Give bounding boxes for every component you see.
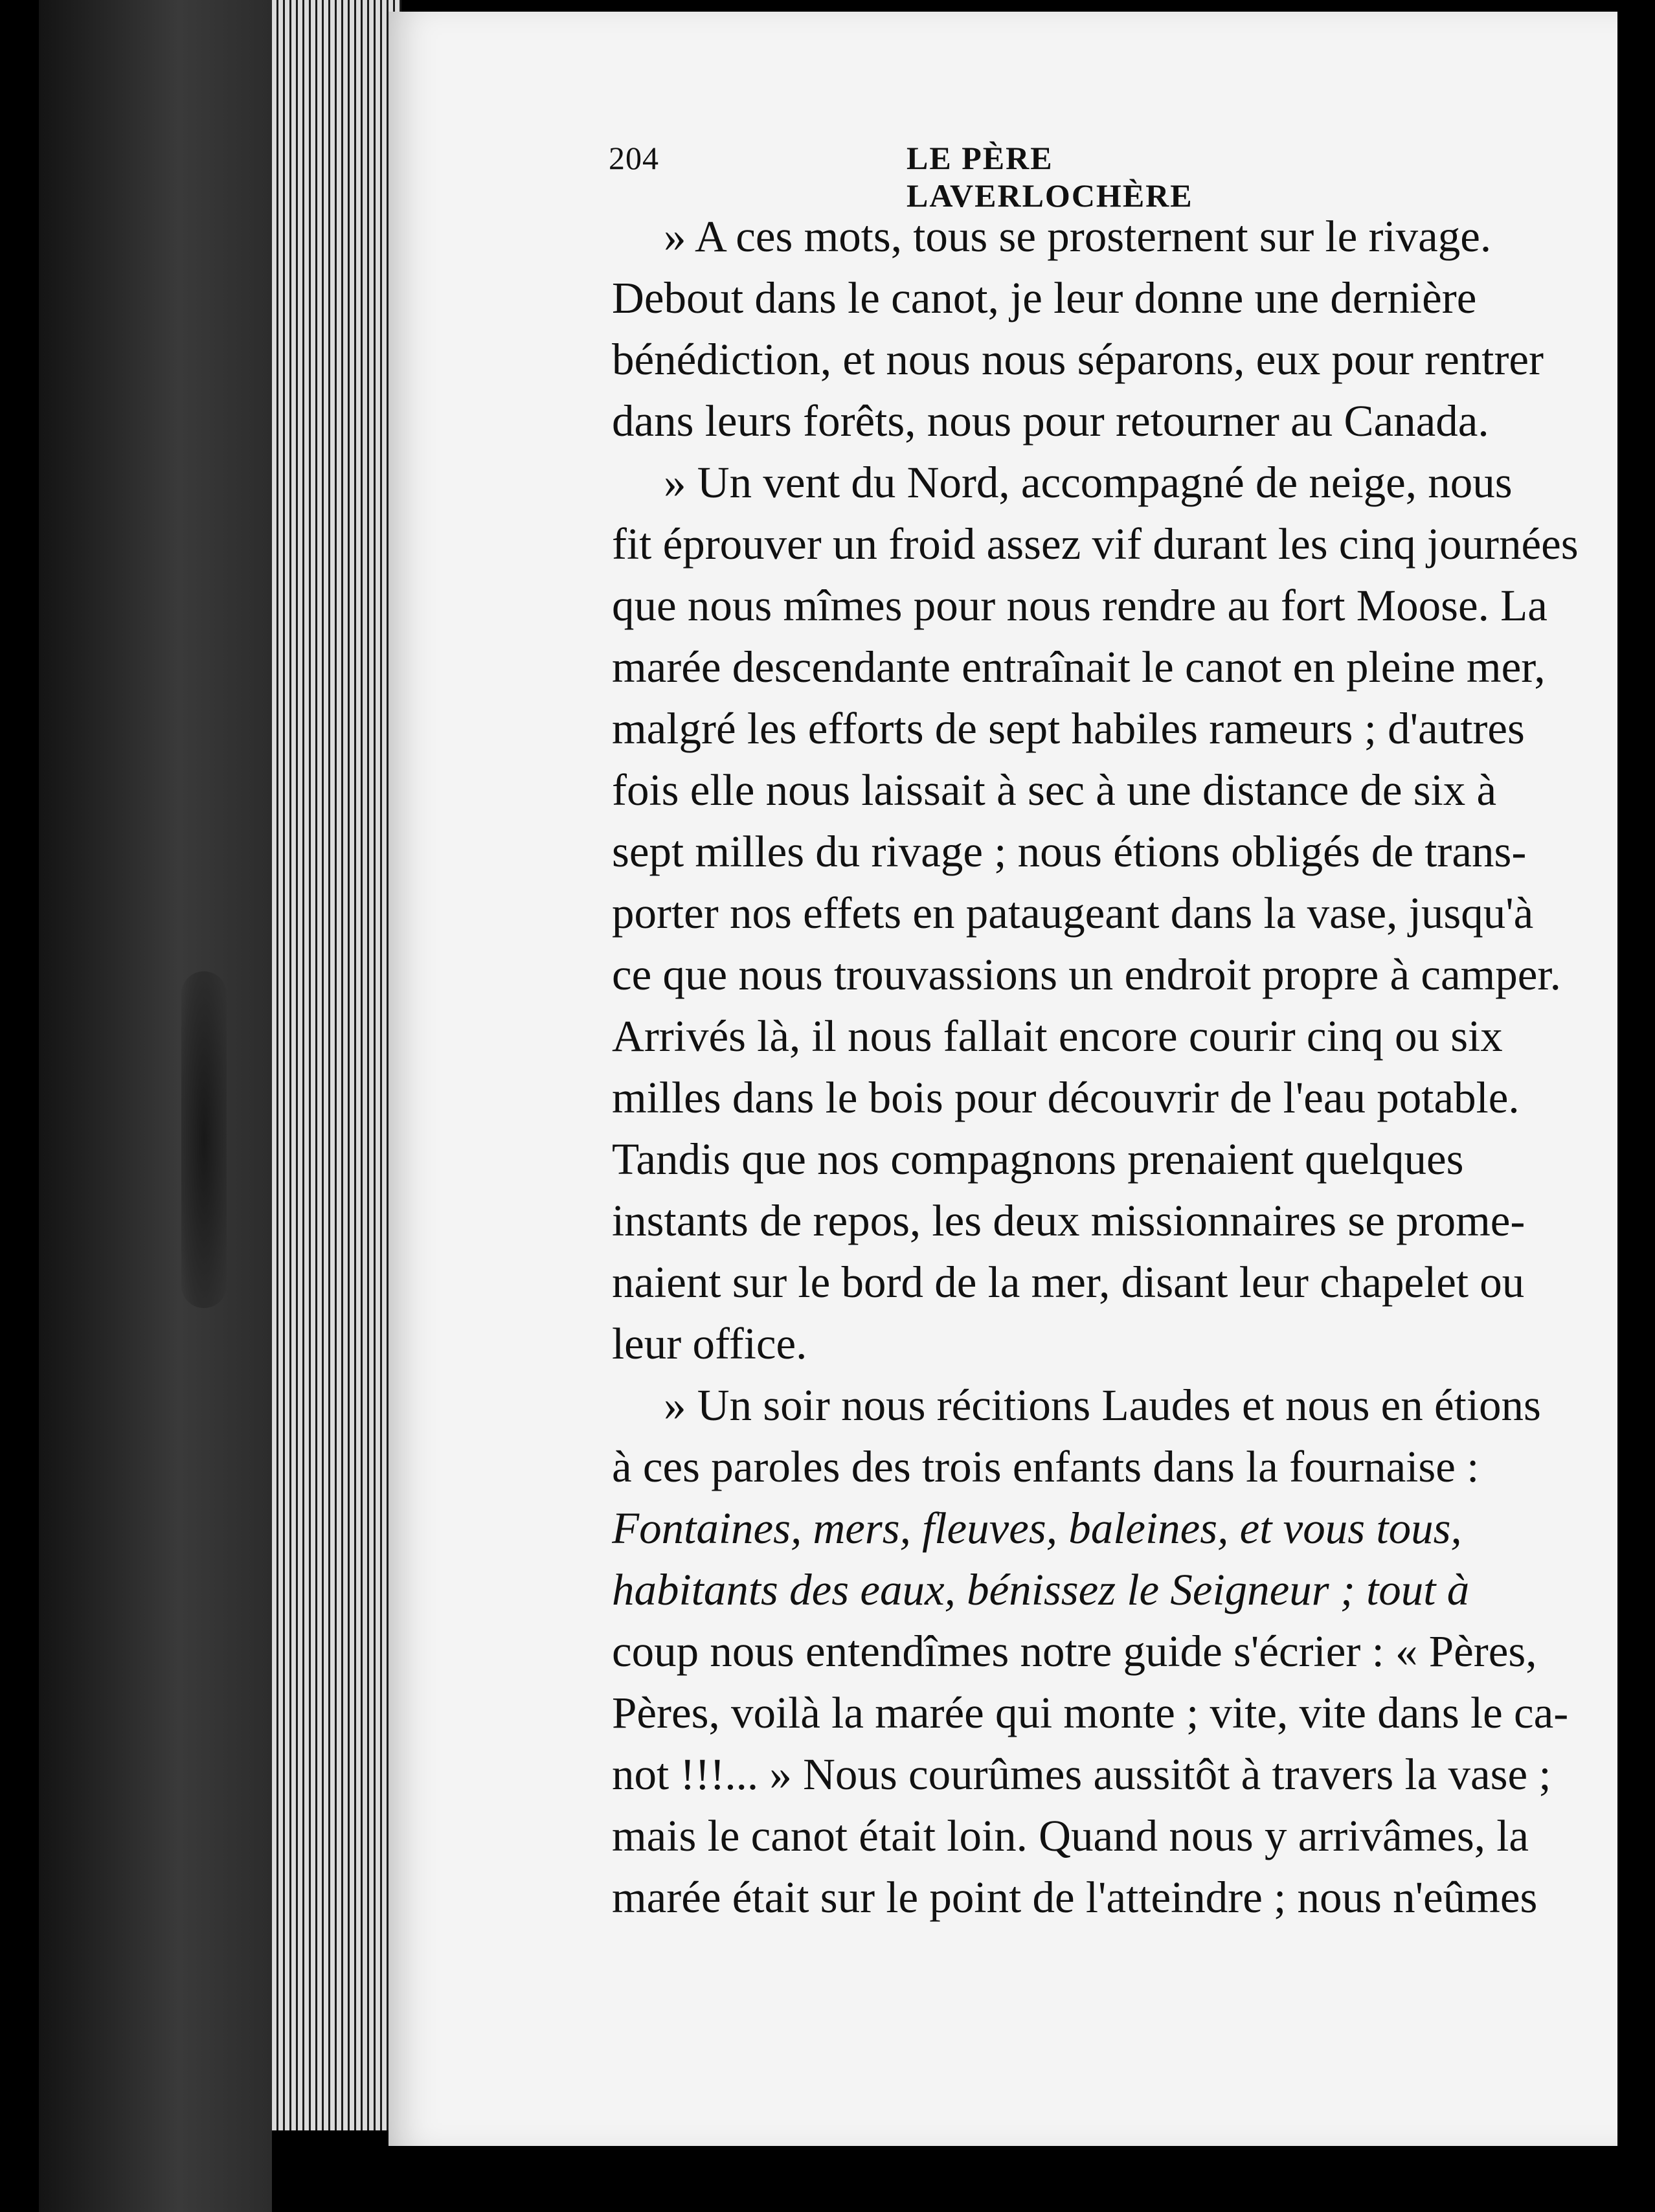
- text-line: » Un soir nous récitions Laudes et nous en étions: [664, 1381, 1541, 1430]
- text-line: fois elle nous laissait à sec à une distance de six à: [612, 765, 1497, 815]
- paragraph: [612, 1375, 1619, 1928]
- text-line: Debout dans le canot, je leur donne une dernière: [612, 273, 1477, 322]
- book-spine: [39, 0, 272, 2212]
- text-line: ce que nous trouvassions un endroit propre à camper.: [612, 950, 1561, 999]
- text-line: leur office.: [612, 1319, 807, 1368]
- text-line: naient sur le bord de la mer, disant leur chapelet ou: [612, 1258, 1525, 1307]
- text-line: dans leurs forêts, nous pour retourner au Canada.: [612, 396, 1489, 446]
- text-line: milles dans le bois pour découvrir de l'eau potable.: [612, 1073, 1520, 1122]
- text-line: que nous mîmes pour nous rendre au fort Moose. La: [612, 581, 1548, 630]
- text-line: » A ces mots, tous se prosternent sur le rivage.: [664, 212, 1492, 261]
- text-line: marée descendante entraînait le canot en pleine mer,: [612, 642, 1546, 692]
- paragraph: [612, 452, 1619, 1375]
- text-line: bénédiction, et nous nous séparons, eux pour rentrer: [612, 335, 1544, 384]
- text-line: marée était sur le point de l'atteindre ; nous n'eûmes: [612, 1873, 1538, 1922]
- text-line: porter nos effets en pataugeant dans la vase, jusqu'à: [612, 888, 1534, 938]
- running-title: LE PÈRE LAVERLOCHÈRE: [906, 140, 1193, 214]
- text-line: not !!!... » Nous courûmes aussitôt à travers la vase ;: [612, 1750, 1551, 1799]
- text-line: » Un vent du Nord, accompagné de neige, nous: [664, 458, 1513, 507]
- text-line: mais le canot était loin. Quand nous y arrivâmes, la: [612, 1811, 1529, 1860]
- text-line: Arrivés là, il nous fallait encore courir cinq ou six: [612, 1011, 1503, 1061]
- page-number: 204: [609, 140, 659, 176]
- text-line: fit éprouver un froid assez vif durant les cinq journées: [612, 519, 1579, 569]
- page-header: [609, 139, 1334, 214]
- paragraph: [612, 206, 1619, 452]
- text-line-italic: habitants des eaux, bénissez le Seigneur ; tout à: [612, 1565, 1470, 1614]
- text-line: instants de repos, les deux missionnaires se prome-: [612, 1196, 1526, 1245]
- text-line: à ces paroles des trois enfants dans la fournaise :: [612, 1442, 1480, 1491]
- text-line: coup nous entendîmes notre guide s'écrier : « Pères,: [612, 1627, 1537, 1676]
- spine-shadow: [181, 971, 227, 1308]
- text-line: Tandis que nos compagnons prenaient quelques: [612, 1134, 1464, 1184]
- text-line-italic: Fontaines, mers, fleuves, baleines, et vous tous,: [612, 1504, 1462, 1553]
- text-line: Pères, voilà la marée qui monte ; vite, vite dans le ca-: [612, 1688, 1569, 1737]
- text-line: malgré les efforts de sept habiles rameurs ; d'autres: [612, 704, 1525, 753]
- text-line: sept milles du rivage ; nous étions obligés de trans-: [612, 827, 1527, 876]
- body-text: [612, 206, 1619, 1928]
- page-edges: [272, 0, 401, 2130]
